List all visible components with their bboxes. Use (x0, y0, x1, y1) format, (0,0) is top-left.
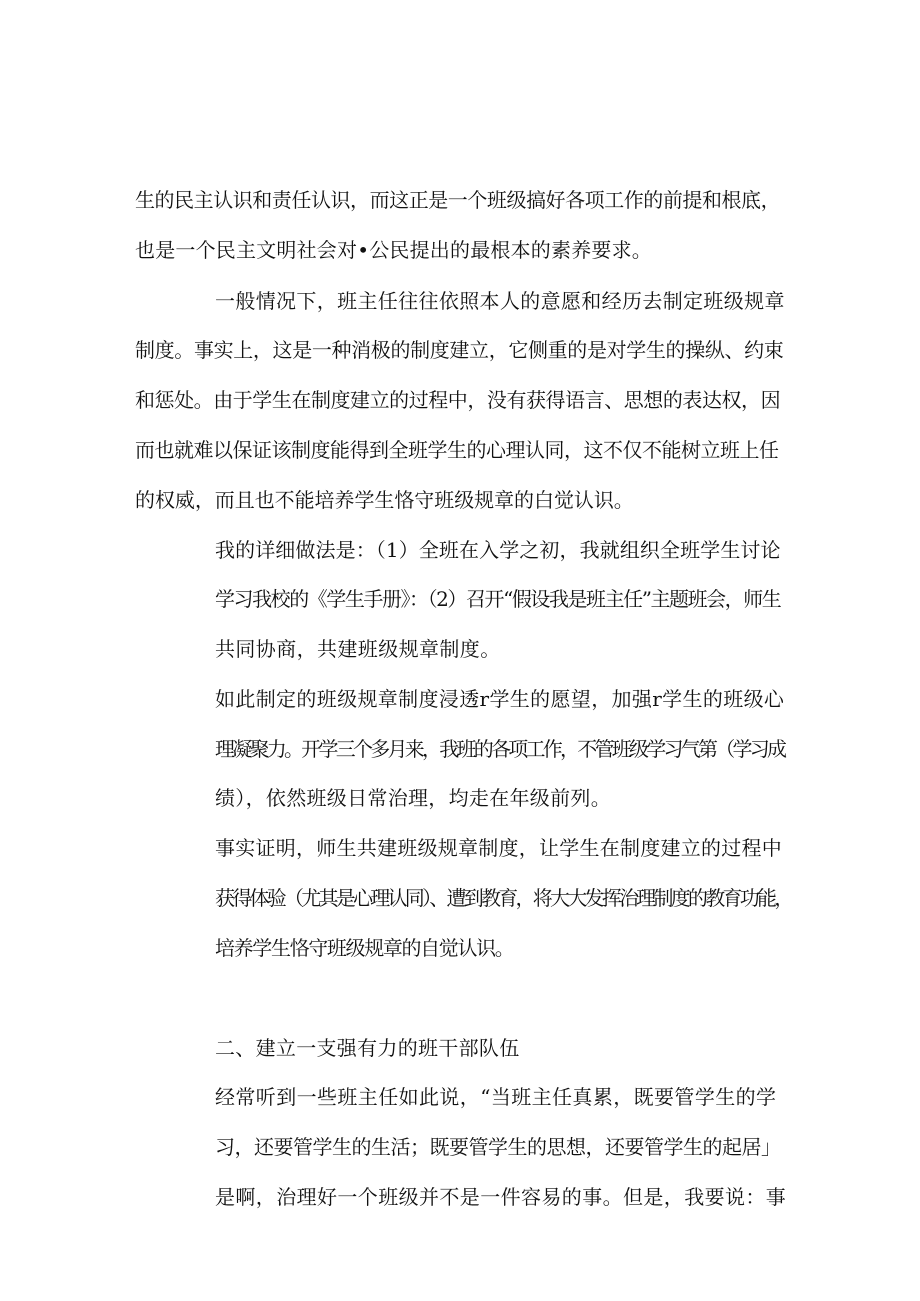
paragraph-5-line-1: 事实证明，师生共建班级规章制度，让学生在制度建立的过程中 (215, 836, 782, 860)
paragraph-1-line-2: 也是一个民主文明社会对•公民提出的最根本的素养要求。 (135, 238, 652, 262)
paragraph-4-line-3: 绩），依然班级日常治理，均走在年级前列。 (215, 786, 611, 810)
section-heading: 二、建立一支强有力的班干部队伍 (215, 1036, 520, 1060)
paragraph-2-line-1: 一般情况下，班主任往往依照本人的意愿和经历去制定班级规章 (215, 289, 785, 313)
paragraph-4-line-1: 如此制定的班级规章制度浸透r学生的愿望，加强r学生的班级心 (215, 687, 785, 711)
paragraph-2-line-4: 而也就难以保证该制度能得到全班学生的心理认同，这不仅不能树立班上任 (135, 438, 779, 462)
paragraph-6-line-3: 是啊，治理好一个班级并不是一件容易的事。但是，我要说：事 (215, 1185, 787, 1209)
paragraph-3-line-1: 我的详细做法是：（1）全班在入学之初，我就组织全班学生讨论 (215, 538, 781, 562)
paragraph-4-line-2: 理凝聚力。开学三个多月来，我班的各项工作，不管班级学习气第（学习成 (215, 737, 785, 761)
paragraph-2-line-2: 制度。事实上，这是一种消极的制度建立，它侧重的是对学生的操纵、约束 (135, 338, 784, 362)
paragraph-1-line-1: 生的民主认识和责任认识，而这正是一个班级搞好各项工作的前提和根底， (135, 188, 781, 212)
paragraph-5-line-3: 培养学生恪守班级规章的自觉认识。 (215, 936, 514, 960)
paragraph-2-line-5: 的权威，而且也不能培养学生恪守班级规章的白觉认识。 (135, 488, 634, 512)
paragraph-3-line-3: 共同协商，共建班级规章制度。 (215, 637, 501, 661)
paragraph-5-line-2: 获得体验（尤其是心理认同）、遭到教育，将大大发挥治理制度的教育功能， (215, 886, 792, 910)
paragraph-6-line-1: 经常听到一些班主任如此说，“当班主任真累，既要管学生的学 (215, 1085, 777, 1109)
paragraph-2-line-3: 和惩处。由于学生在制度建立的过程中，没有获得语言、思想的表达权，因 (135, 388, 781, 412)
paragraph-6-line-2: 习，还要管学生的生活；既要管学生的思想，还要管学生的起居」 (215, 1135, 781, 1159)
paragraph-3-line-2: 学习我校的《学生手册》：（2）召开“假设我是班主任”主题班会，师生 (215, 587, 781, 611)
